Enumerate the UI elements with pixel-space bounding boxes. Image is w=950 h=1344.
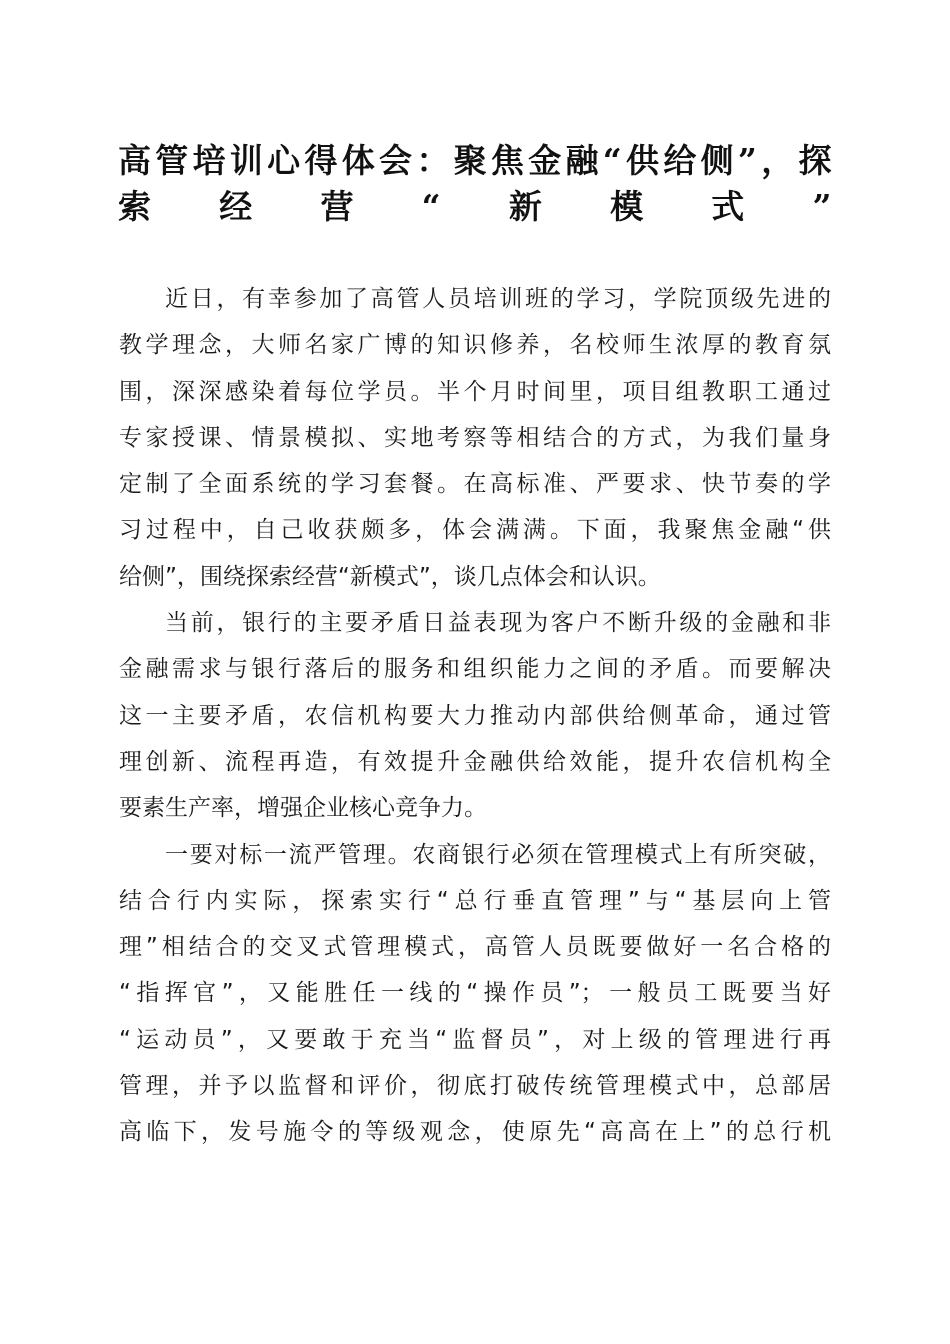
paragraph-1 <box>119 276 831 600</box>
document-title <box>118 138 832 231</box>
paragraph-line: 管理，并予以监督和评价，彻底打破传统管理模式中，总部居 <box>119 1073 831 1100</box>
paragraph-line: 围，深深感染着每位学员。半个月时间里，项目组教职工通过 <box>119 378 831 405</box>
paragraph-line: “运动员”，又要敢于充当“监督员”，对上级的管理进行再 <box>119 1026 831 1053</box>
paragraph-line: 金融需求与银行落后的服务和组织能力之间的矛盾。而要解决 <box>119 656 831 683</box>
paragraph-line: 给侧”，围绕探索经营“新模式”，谈几点体会和认识。 <box>119 563 661 590</box>
paragraph-line: 习过程中，自己收获颇多，体会满满。下面，我聚焦金融“供 <box>119 517 831 544</box>
paragraph-line: 结合行内实际，探索实行“总行垂直管理”与“基层向上管 <box>119 887 831 914</box>
paragraph-line: 定制了全面系统的学习套餐。在高标准、严要求、快节奏的学 <box>119 471 831 498</box>
paragraph-line: 一要对标一流严管理。农商银行必须在管理模式上有所突破， <box>165 841 831 868</box>
paragraph-2 <box>119 600 831 831</box>
paragraph-line: “指挥官”，又能胜任一线的“操作员”；一般员工既要当好 <box>119 980 831 1007</box>
paragraph-line: 近日，有幸参加了高管人员培训班的学习，学院顶级先进的 <box>165 286 831 312</box>
document-body <box>119 276 831 1156</box>
paragraph-line: 专家授课、情景模拟、实地考察等相结合的方式，为我们量身 <box>119 424 831 451</box>
paragraph-line: 高临下，发号施令的等级观念，使原先“高高在上”的总行机 <box>119 1119 831 1146</box>
paragraph-line: 当前，银行的主要矛盾日益表现为客户不断升级的金融和非 <box>165 610 831 637</box>
title-line-1: 高管培训心得体会：聚焦金融“供给侧”，探 <box>118 141 832 180</box>
paragraph-line: 理”相结合的交叉式管理模式，高管人员既要做好一名合格的 <box>119 934 831 961</box>
title-line-2: 索经营“新模式” <box>118 187 832 227</box>
paragraph-3 <box>119 832 831 1156</box>
paragraph-line: 要素生产率，增强企业核心竞争力。 <box>119 795 487 822</box>
paragraph-line: 理创新、流程再造，有效提升金融供给效能，提升农信机构全 <box>119 748 831 775</box>
paragraph-line: 这一主要矛盾，农信机构要大力推动内部供给侧革命，通过管 <box>119 702 831 729</box>
paragraph-line: 教学理念，大师名家广博的知识修养，名校师生浓厚的教育氛 <box>119 332 831 359</box>
